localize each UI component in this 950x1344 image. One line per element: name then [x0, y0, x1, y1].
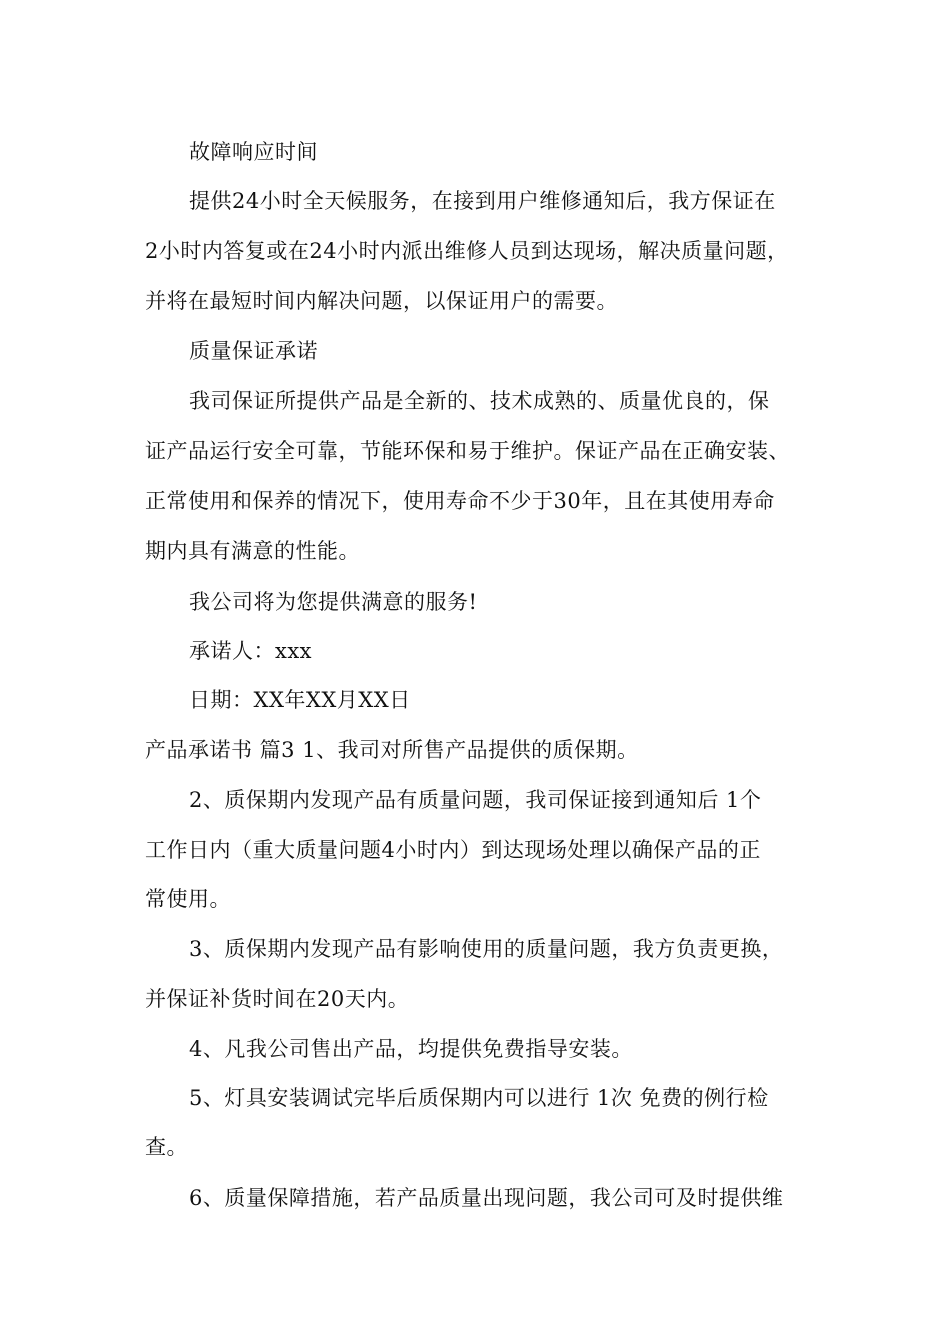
paragraph-line: 证产品运行安全可靠，节能环保和易于维护。保证产品在正确安装、	[145, 439, 790, 463]
date-line: 日期：XX年XX月XX日	[189, 688, 411, 712]
heading-fault-response-time: 故障响应时间	[189, 140, 318, 164]
list-item: 3、质保期内发现产品有影响使用的质量问题，我方负责更换，	[189, 937, 784, 961]
list-item: 4、凡我公司售出产品，均提供免费指导安装。	[189, 1037, 633, 1061]
list-item-continued: 工作日内（重大质量问题4小时内）到达现场处理以确保产品的正	[145, 838, 761, 862]
list-item-continued: 查。	[145, 1135, 188, 1159]
heading-quality-commitment: 质量保证承诺	[189, 339, 318, 363]
paragraph-line: 我司保证所提供产品是全新的、技术成熟的、质量优良的，保	[189, 389, 770, 413]
list-item: 5、灯具安装调试完毕后质保期内可以进行 1次 免费的例行检	[189, 1086, 769, 1110]
service-statement: 我公司将为您提供满意的服务!	[189, 590, 478, 614]
list-item: 6、质量保障措施，若产品质量出现问题，我公司可及时提供维	[189, 1186, 784, 1210]
paragraph-line: 并将在最短时间内解决问题，以保证用户的需要。	[145, 289, 618, 313]
paragraph-line: 提供24小时全天候服务，在接到用户维修通知后，我方保证在	[189, 189, 776, 213]
paragraph-line: 期内具有满意的性能。	[145, 539, 360, 563]
section-heading-part3: 产品承诺书 篇3 1、我司对所售产品提供的质保期。	[145, 738, 639, 762]
promiser-line: 承诺人：xxx	[189, 639, 313, 663]
paragraph-line: 2小时内答复或在24小时内派出维修人员到达现场，解决质量问题，	[145, 239, 789, 263]
list-item: 2、质保期内发现产品有质量问题，我司保证接到通知后 1个	[189, 788, 762, 812]
list-item-continued: 并保证补货时间在20天内。	[145, 987, 410, 1011]
list-item-continued: 常使用。	[145, 887, 231, 911]
paragraph-line: 正常使用和保养的情况下，使用寿命不少于30年，且在其使用寿命	[145, 489, 775, 513]
